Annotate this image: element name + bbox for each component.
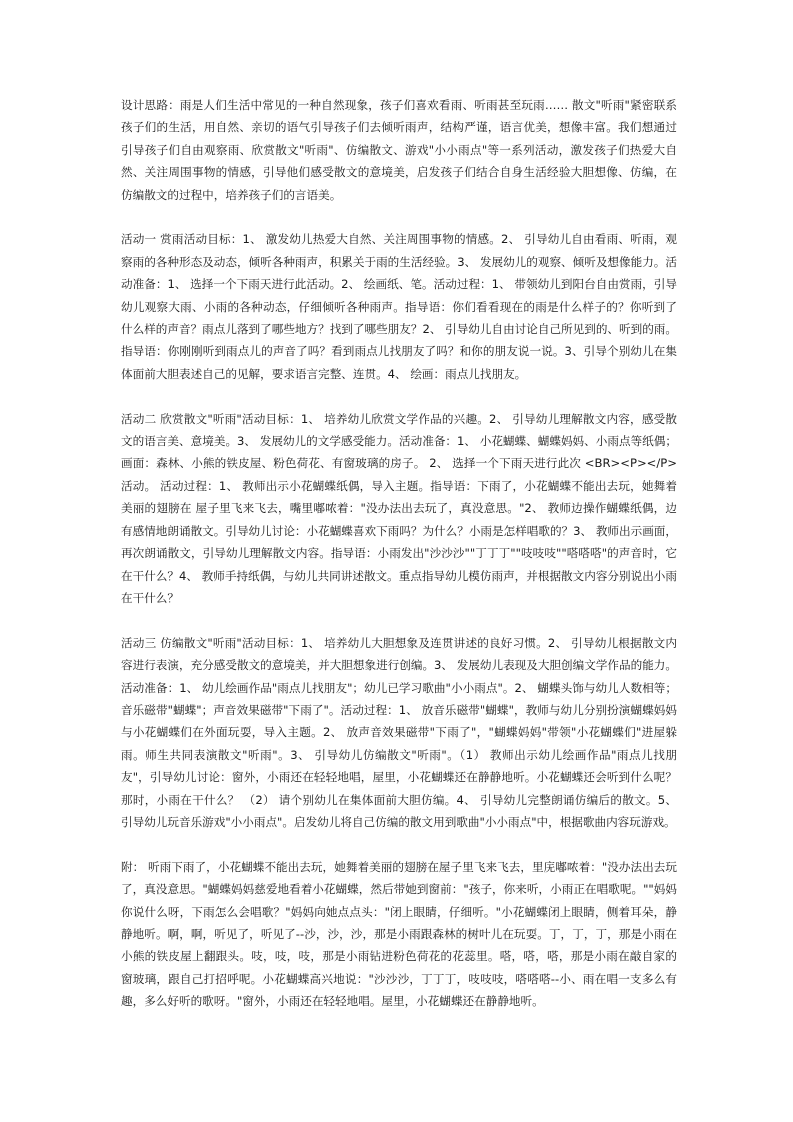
paragraph-activity-3: 活动三 仿编散文"听雨"活动目标：1、 培养幼儿大胆想象及连贯讲述的良好习惯。2、 引导幼儿根据散文内容进行表演，充分感受散文的意境美，并大胆想象进行创编。3、 发展幼儿表现及大胆创编文学作品的能力。活动准备：1、 幼儿绘画作品"雨点儿找朋友"；幼儿已学习歌曲"小小雨点"。2、 蝴蝶头饰与幼儿人数相等；音乐磁带"蝴蝶"；声音效果磁带"下雨了"。活动过程：1、 放音乐磁带"蝴蝶"，教师与幼儿分别扮演蝴蝶妈妈与小花蝴蝶们在外面玩耍，导入主题。2、 放声音效果磁带"下雨了"，"蝴蝶妈妈"带领"小花蝴蝶们"进屋躲雨。师生共同表演散文"听雨"。3、 引导幼儿仿编散文"听雨"。（1） 教师出示幼儿绘画作品"雨点儿找朋友"，引导幼儿讨论：窗外，小雨还在轻轻地唱，屋里，小花蝴蝶还在静静地听。小花蝴蝶还会听到什么呢？那时，小雨在干什么？ （2） 请个别幼儿在集体面前大胆仿编。4、 引导幼儿完整朗诵仿编后的散文。5、 引导幼儿玩音乐游戏"小小雨点"。启发幼儿将自己仿编的散文用到歌曲"小小雨点"中，根据歌曲内容玩游戏。 [121, 635, 677, 829]
document-body [121, 94, 677, 1013]
paragraph-design-idea: 设计思路：雨是人们生活中常见的一种自然现象，孩子们喜欢看雨、听雨甚至玩雨…… 散文"听雨"紧密联系孩子们的生活，用自然、亲切的语气引导孩子们去倾听雨声，结构严谨，语言优美，想像丰富。我们想通过引导孩子们自由观察雨、欣赏散文"听雨"、仿编散文、游戏"小小雨点"等一系列活动，激发孩子们热爱大自然、关注周围事物的情感，引导他们感受散文的意境美，启发孩子们结合自身生活经验大胆想像、仿编，在仿编散文的过程中，培养孩子们的言语美。 [121, 98, 677, 202]
paragraph-appendix: 附： 听雨下雨了，小花蝴蝶不能出去玩，她舞着美丽的翅膀在屋子里飞来飞去，里庑嘟哝着："没办法出去玩了，真没意思。"蝴蝶妈妈慈爱地看着小花蝴蝶，然后带她到窗前："孩子，你来听，小雨正在唱歌呢。""妈妈你说什么呀，下雨怎么会唱歌？"妈妈向她点点头："闭上眼睛，仔细听。"小花蝴蝶闭上眼睛，侧着耳朵，静静地听。啊，啊，听见了，听见了--沙，沙，沙，那是小雨跟森林的树叶儿在玩耍。丁，丁，丁，那是小雨在小熊的铁皮屋上翻跟头。吱，吱，吱，那是小雨钻进粉色荷花的花蕊里。嗒，嗒，嗒，那是小雨在敲自家的窗玻璃，跟自己打招呼呢。小花蝴蝶高兴地说："沙沙沙，丁丁丁，吱吱吱，嗒嗒嗒--小、雨在唱一支多么有趣，多么好听的歌呀。"窗外，小雨还在轻轻地唱。屋里，小花蝴蝶还在静静地听。 [121, 859, 677, 1009]
paragraph-activity-2: 活动二 欣赏散文"听雨"活动目标：1、 培养幼儿欣赏文学作品的兴趣。2、 引导幼儿理解散文内容，感受散文的语言美、意境美。3、 发展幼儿的文学感受能力。活动准备：1、 小花蝴蝶、蝴蝶妈妈、小雨点等纸偶；画面：森林、小熊的铁皮屋、粉色荷花、有窗玻璃的房子。 2、 选择一个下雨天进行此次 <BR><P></P>活动。 活动过程：1、 教师出示小花蝴蝶纸偶，导入主题。指导语：下雨了，小花蝴蝶不能出去玩，她舞着美丽的翅膀在 屋子里飞来飞去，嘴里嘟哝着："没办法出去玩了，真没意思。"2、 教师边操作蝴蝶纸偶，边有感情地朗诵散文。引导幼儿讨论：小花蝴蝶喜欢下雨吗？为什么？小雨是怎样唱歌的？3、 教师出示画面，再次朗诵散文，引导幼儿理解散文内容。指导语：小雨发出"沙沙沙""丁丁丁""吱吱吱""嗒嗒嗒"的声音时，它在干什么？4、 教师手持纸偶，与幼儿共同讲述散文。重点指导幼儿模仿雨声，并根据散文内容分别说出小雨在干什么？ [121, 411, 677, 605]
paragraph-activity-1: 活动一 赏雨活动目标：1、 激发幼儿热爱大自然、关注周围事物的情感。2、 引导幼儿自由看雨、听雨，观察雨的各种形态及动态，倾听各种雨声，积累关于雨的生活经验。3、 发展幼儿的观察、倾听及想像能力。活动准备：1、 选择一个下雨天进行此活动。2、 绘画纸、笔。活动过程：1、 带领幼儿到阳台自由赏雨，引导幼儿观察大雨、小雨的各种动态，仔细倾听各种雨声。指导语：你们看看现在的雨是什么样子的？你听到了什么样的声音？雨点儿落到了哪些地方？找到了哪些朋友？2、 引导幼儿自由讨论自己所见到的、听到的雨。指导语：你刚刚听到雨点儿的声音了吗？看到雨点儿找朋友了吗？和你的朋友说一说。3、引导个别幼儿在集体面前大胆表述自己的见解，要求语言完整、连贯。4、 绘画：雨点儿找朋友。 [121, 232, 677, 381]
